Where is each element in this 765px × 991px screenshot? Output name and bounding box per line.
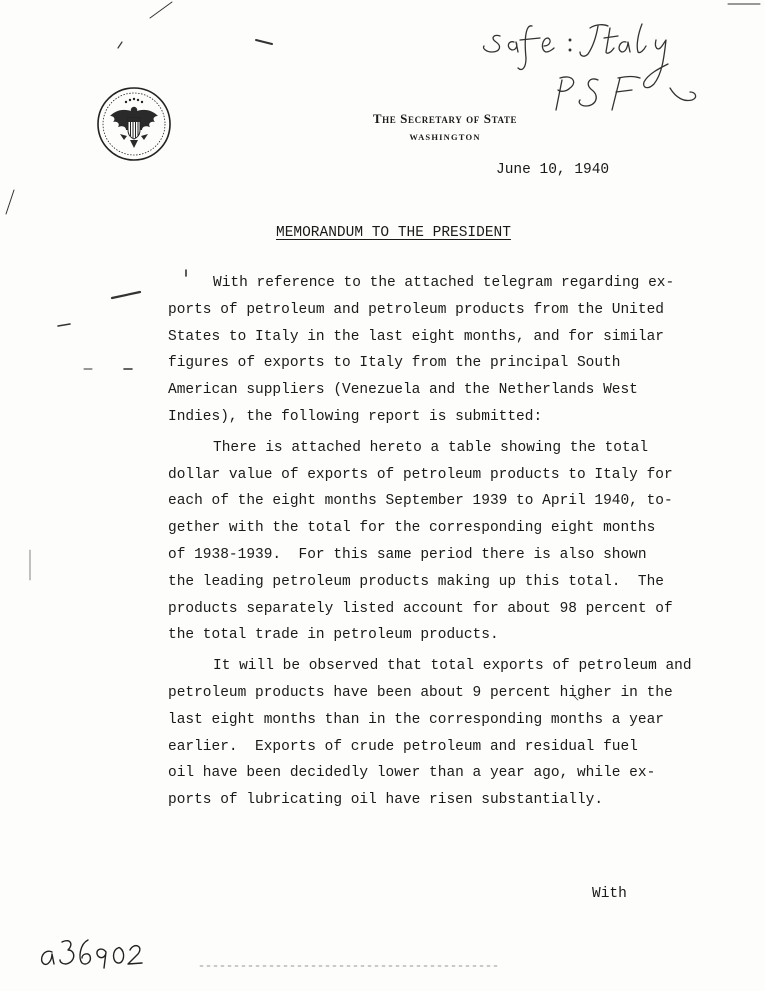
memo-date: June 10, 1940 <box>496 162 610 178</box>
text-line: products separately listed account for about 98 percent of <box>168 600 673 617</box>
great-seal-emblem <box>96 86 172 162</box>
paragraph-1 <box>168 270 738 431</box>
text-line: the leading petroleum products making up this total. The <box>168 573 664 590</box>
text-line: Indies), the following report is submitted: <box>168 408 543 425</box>
text-line: There is attached hereto a table showing the total <box>213 439 649 456</box>
text-line: figures of exports to Italy from the principal South <box>168 355 621 372</box>
text-line: With reference to the attached telegram regarding ex- <box>213 275 675 291</box>
text-line: each of the eight months September 1939 to April 1940, to- <box>168 493 673 510</box>
memo-title: MEMORANDUM TO THE PRESIDENT <box>276 225 511 241</box>
text-line: gether with the total for the corresponding eight months <box>168 520 656 537</box>
text-line: States to Italy in the last eight months, and for similar <box>168 328 664 345</box>
letterhead-title: The Secretary of State <box>372 111 518 126</box>
text-line: dollar value of exports of petroleum products to Italy for <box>168 466 673 483</box>
text-line: the total trade in petroleum products. <box>168 627 499 644</box>
memo-body <box>168 270 738 814</box>
text-line: of 1938-1939. For this same period there is also shown <box>168 546 647 563</box>
continuation-word: With <box>592 886 627 902</box>
text-line: It will be observed that total exports of petroleum and <box>213 658 692 675</box>
letterhead-city: WASHINGTON <box>409 132 481 142</box>
handwritten-annotation <box>470 18 710 123</box>
text-line: petroleum products have been about 9 percent higher in the <box>168 684 673 701</box>
text-line: oil have been decidedly lower than a year ago, while ex- <box>168 765 656 782</box>
paragraph-2 <box>168 435 738 649</box>
paragraph-3 <box>168 653 738 814</box>
text-line: last eight months than in the corresponding months a year <box>168 711 664 728</box>
text-line: earlier. Exports of crude petroleum and residual fuel <box>168 738 638 755</box>
text-line: ports of petroleum and petroleum products from the United <box>168 301 664 318</box>
text-line: American suppliers (Venezuela and the Netherlands West <box>168 382 638 399</box>
text-line: ports of lubricating oil have risen substantially. <box>168 792 604 809</box>
handwritten-archive-number <box>36 930 146 970</box>
